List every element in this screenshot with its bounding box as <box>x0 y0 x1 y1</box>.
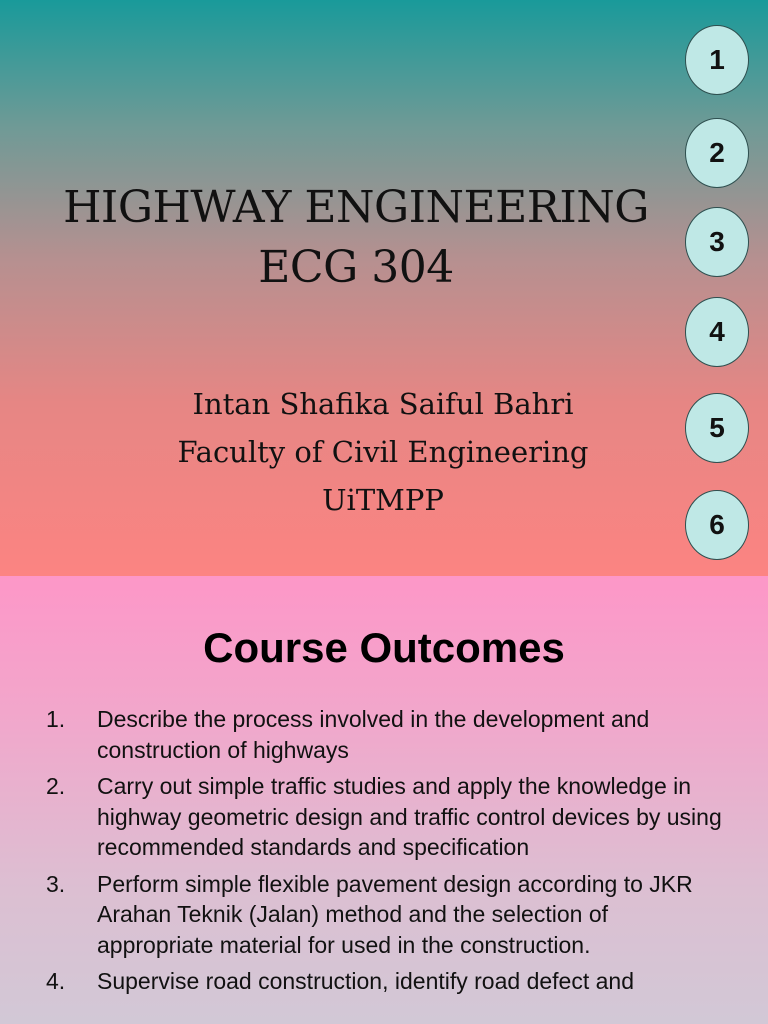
slide-title <box>0 178 712 298</box>
outcome-number: 2. <box>46 773 66 799</box>
outcome-text: Supervise road construction, identify road defect and <box>97 968 634 994</box>
nav-button-6[interactable]: 6 <box>685 490 749 560</box>
outcome-item <box>0 771 768 863</box>
outcome-number: 3. <box>46 870 66 897</box>
outcome-number: 4. <box>46 968 66 994</box>
institution-name: UiTMPP <box>322 483 444 517</box>
outcome-text: Perform simple flexible pavement design according to JKR Arahan Teknik (Jalan) method and the selection of appropriate material for used in the construction. <box>97 870 693 958</box>
outcome-number: 1. <box>46 706 66 732</box>
nav-button-2[interactable]: 2 <box>685 118 749 188</box>
outcome-item <box>0 869 768 961</box>
outcome-item <box>0 704 768 765</box>
nav-button-5[interactable]: 5 <box>685 393 749 463</box>
outcomes-list <box>0 704 768 1003</box>
outcome-text: Describe the process involved in the development and construction of highways <box>97 706 650 763</box>
presenter-info <box>0 380 766 524</box>
course-outcomes-title: Course Outcomes <box>203 624 565 671</box>
title-line: HIGHWAY ENGINEERING <box>63 182 649 233</box>
outcome-item <box>0 966 768 997</box>
course-code: ECG 304 <box>258 242 454 293</box>
course-outcomes-slide <box>0 576 768 1024</box>
nav-button-3[interactable]: 3 <box>685 207 749 277</box>
faculty-name: Faculty of Civil Engineering <box>177 435 589 469</box>
nav-button-1[interactable]: 1 <box>685 25 749 95</box>
presenter-name: Intan Shafika Saiful Bahri <box>192 387 574 421</box>
outcome-text: Carry out simple traffic studies and apply the knowledge in highway geometric design and traffic control devices by using recommended standards and specification <box>97 773 722 860</box>
nav-button-4[interactable]: 4 <box>685 297 749 367</box>
